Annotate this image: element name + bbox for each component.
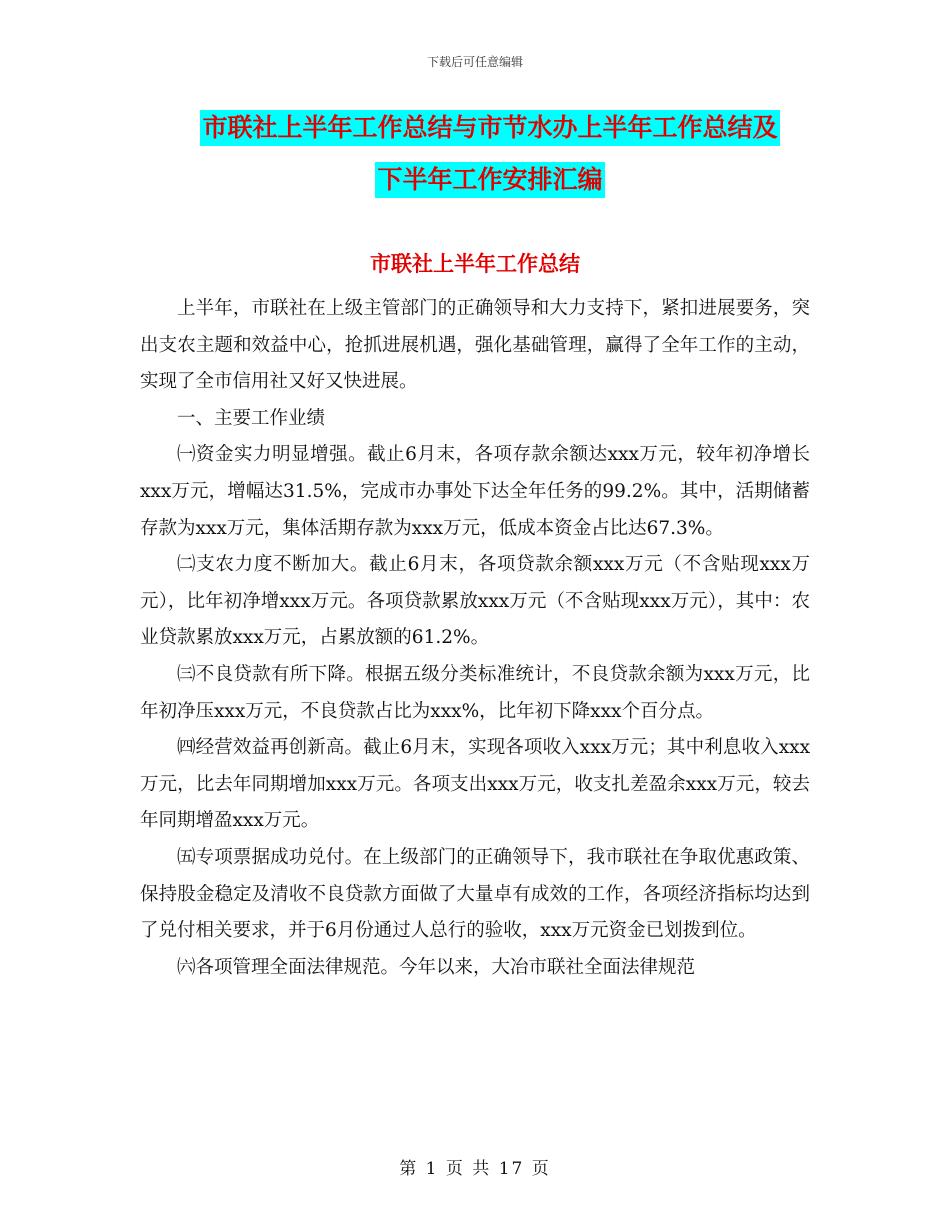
section-title: 市联社上半年工作总结 (370, 252, 580, 276)
document-body (140, 291, 810, 986)
paragraph: ㈣经营效益再创新高。截止6月末，实现各项收入xxx万元；其中利息收入xxx万元，比去年同期增加xxx万元。各项支出xxx万元，收支扎差盈余xxx万元，较去年同期增盈xxx万元。 (140, 737, 810, 832)
paragraph: ㈢不良贷款有所下降。根据五级分类标准统计，不良贷款余额为xxx万元，比年初净压xxx万元，不良贷款占比为xxx%，比年初下降xxx个百分点。 (140, 663, 810, 722)
paragraph: ㈠资金实力明显增强。截止6月末，各项存款余额达xxx万元，较年初净增长xxx万元，增幅达31.5%，完成市办事处下达全年任务的99.2%。其中，活期储蓄存款为xxx万元，集体活期存款为xxx万元，低成本资金占比达67.3%。 (140, 444, 810, 539)
paragraph: 一、主要工作业绩 (177, 407, 326, 429)
paragraph: ㈡支农力度不断加大。截止6月末，各项贷款余额xxx万元（不含贴现xxx万元），比年初净增xxx万元。各项贷款累放xxx万元（不含贴现xxx万元），其中：农业贷款累放xxx万元，占累放额的61.2%。 (140, 554, 810, 649)
title-line-1: 市联社上半年工作总结与市节水办上半年工作总结及 (200, 110, 779, 146)
title-line-2: 下半年工作安排汇编 (375, 162, 604, 198)
paragraph: ㈤专项票据成功兑付。在上级部门的正确领导下，我市联社在争取优惠政策、保持股金稳定及清收不良贷款方面做了大量卓有成效的工作，各项经济指标均达到了兑付相关要求，并于6月份通过人总行的验收，xxx万元资金已划拨到位。 (140, 846, 810, 942)
page-footer: 第 1 页 共 17 页 (399, 1159, 551, 1179)
page-header: 下载后可任意编辑 (426, 55, 523, 69)
paragraph: ㈥各项管理全面法律规范。今年以来，大冶市联社全面法律规范 (177, 956, 696, 978)
paragraph: 上半年，市联社在上级主管部门的正确领导和大力支持下，紧扣进展要务，突出支农主题和效益中心，抢抓进展机遇，强化基础管理，赢得了全年工作的主动，实现了全市信用社又好又快进展。 (140, 298, 810, 393)
document-title (140, 110, 840, 198)
